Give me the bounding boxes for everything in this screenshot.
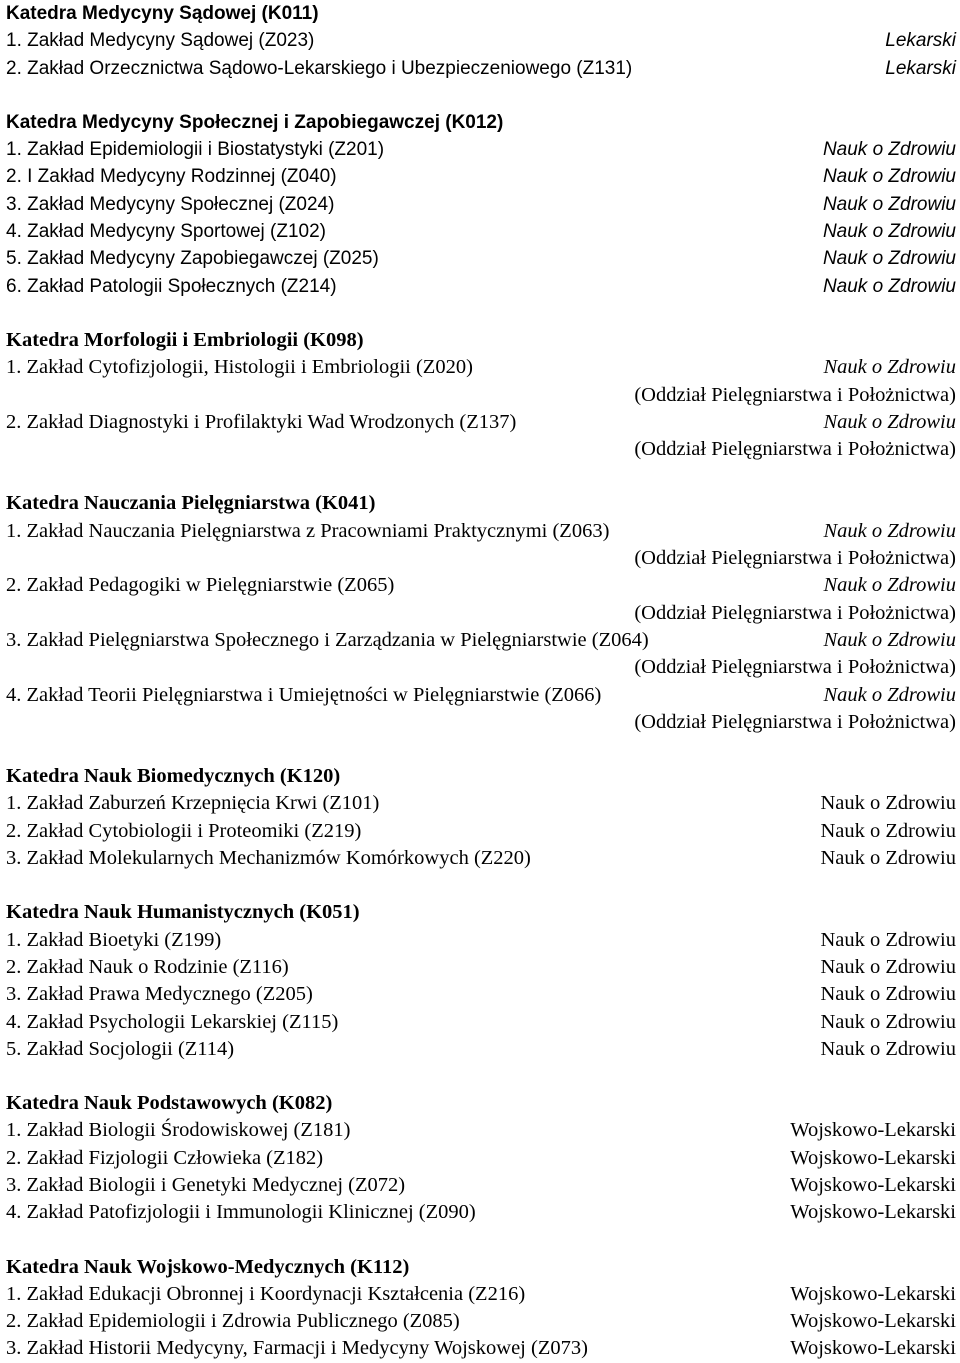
unit-row <box>0 1009 960 1036</box>
unit-name: 3. Zakład Prawa Medycznego (Z205) <box>6 983 313 1006</box>
unit-row <box>0 354 960 381</box>
unit-name: 3. Zakład Molekularnych Mechanizmów Komórkowych (Z220) <box>6 847 531 870</box>
faculty-name: Wojskowo-Lekarski <box>790 1146 956 1169</box>
faculty-name: Nauk o Zdrowiu <box>823 574 956 597</box>
unit-name: 3. Zakład Biologii i Genetyki Medycznej (Z072) <box>6 1173 406 1196</box>
faculty-name: Nauk o Zdrowiu <box>822 275 956 297</box>
department-title: Katedra Medycyny Sądowej (K011) <box>6 3 319 24</box>
department-section <box>0 490 960 736</box>
unit-name: 4. Zakład Psychologii Lekarskiej (Z115) <box>6 1010 339 1033</box>
faculty-name: Nauk o Zdrowiu <box>823 519 956 542</box>
unit-name: 2. Zakład Diagnostyki i Profilaktyki Wad Wrodzonych (Z137) <box>6 410 517 433</box>
department-section <box>0 763 960 872</box>
unit-row <box>0 1308 960 1335</box>
faculty-name: Nauk o Zdrowiu <box>822 193 956 215</box>
unit-name: 3. Zakład Medycyny Społecznej (Z024) <box>6 193 335 215</box>
unit-name: 4. Zakład Teorii Pielęgniarstwa i Umiejętności w Pielęgniarstwie (Z066) <box>6 683 602 706</box>
faculty-name: Nauk o Zdrowiu <box>822 221 956 243</box>
faculty-name: Nauk o Zdrowiu <box>820 955 956 978</box>
department-section <box>0 1254 960 1363</box>
unit-row <box>0 1145 960 1172</box>
department-title: Katedra Nauk Humanistycznych (K051) <box>6 901 360 924</box>
unit-row <box>0 790 960 817</box>
unit-name: 1. Zakład Zaburzeń Krzepnięcia Krwi (Z101) <box>6 792 380 815</box>
faculty-name: Wojskowo-Lekarski <box>790 1310 956 1333</box>
faculty-name: Nauk o Zdrowiu <box>820 1010 956 1033</box>
unit-row <box>0 273 960 300</box>
department-section <box>0 327 960 463</box>
unit-name: 4. Zakład Medycyny Sportowej (Z102) <box>6 221 326 243</box>
division-note: (Oddział Pielęgniarstwa i Położnictwa) <box>634 656 956 679</box>
unit-row <box>0 1117 960 1144</box>
division-note: (Oddział Pielęgniarstwa i Położnictwa) <box>634 710 956 733</box>
division-note: (Oddział Pielęgniarstwa i Położnictwa) <box>634 383 956 406</box>
unit-row <box>0 409 960 436</box>
faculty-name: Wojskowo-Lekarski <box>790 1201 956 1224</box>
department-section <box>0 109 960 300</box>
department-title: Katedra Medycyny Społecznej i Zapobiegawczej (K012) <box>6 111 504 133</box>
unit-row <box>0 218 960 245</box>
unit-name: 6. Zakład Patologii Społecznych (Z214) <box>6 275 337 297</box>
unit-row <box>0 682 960 709</box>
unit-name: 5. Zakład Socjologii (Z114) <box>6 1037 235 1060</box>
department-title: Katedra Nauk Wojskowo-Medycznych (K112) <box>6 1255 410 1278</box>
department-title: Katedra Nauczania Pielęgniarstwa (K041) <box>6 492 376 515</box>
unit-name: 2. Zakład Cytobiologii i Proteomiki (Z219) <box>6 819 362 842</box>
unit-row <box>0 927 960 954</box>
faculty-name: Nauk o Zdrowiu <box>823 683 956 706</box>
unit-row <box>0 845 960 872</box>
unit-name: 2. Zakład Fizjologii Człowieka (Z182) <box>6 1146 324 1169</box>
faculty-name: Nauk o Zdrowiu <box>820 928 956 951</box>
faculty-name: Nauk o Zdrowiu <box>822 166 956 188</box>
department-section <box>0 1090 960 1226</box>
faculty-name: Nauk o Zdrowiu <box>823 628 956 651</box>
faculty-name: Nauk o Zdrowiu <box>820 983 956 1006</box>
unit-row <box>0 954 960 981</box>
unit-row <box>0 572 960 599</box>
faculty-name: Nauk o Zdrowiu <box>820 1037 956 1060</box>
department-title: Katedra Nauk Podstawowych (K082) <box>6 1092 333 1115</box>
unit-name: 5. Zakład Medycyny Zapobiegawczej (Z025) <box>6 248 379 270</box>
faculty-name: Lekarski <box>885 57 956 79</box>
unit-row <box>0 818 960 845</box>
unit-name: 1. Zakład Epidemiologii i Biostatystyki (Z201) <box>6 139 385 161</box>
unit-row <box>0 163 960 190</box>
unit-name: 1. Zakład Cytofizjologii, Histologii i Embriologii (Z020) <box>6 356 473 379</box>
faculty-name: Nauk o Zdrowiu <box>820 819 956 842</box>
department-section <box>0 0 960 82</box>
unit-name: 4. Zakład Patofizjologii i Immunologii Klinicznej (Z090) <box>6 1201 476 1224</box>
faculty-name: Wojskowo-Lekarski <box>790 1173 956 1196</box>
faculty-name: Wojskowo-Lekarski <box>790 1119 956 1142</box>
unit-name: 1. Zakład Edukacji Obronnej i Koordynacji Kształcenia (Z216) <box>6 1282 526 1305</box>
faculty-name: Nauk o Zdrowiu <box>820 792 956 815</box>
faculty-name: Wojskowo-Lekarski <box>790 1282 956 1305</box>
faculty-name: Nauk o Zdrowiu <box>823 410 956 433</box>
unit-row <box>0 55 960 82</box>
division-note: (Oddział Pielęgniarstwa i Położnictwa) <box>634 601 956 624</box>
unit-row <box>0 27 960 54</box>
division-note: (Oddział Pielęgniarstwa i Położnictwa) <box>634 547 956 570</box>
unit-row <box>0 245 960 272</box>
department-title: Katedra Nauk Biomedycznych (K120) <box>6 765 341 788</box>
faculty-name: Nauk o Zdrowiu <box>823 356 956 379</box>
unit-row <box>0 981 960 1008</box>
faculty-name: Wojskowo-Lekarski <box>790 1337 956 1360</box>
unit-row <box>0 518 960 545</box>
unit-row <box>0 1281 960 1308</box>
unit-name: 2. Zakład Epidemiologii i Zdrowia Publicznego (Z085) <box>6 1310 460 1333</box>
unit-name: 2. Zakład Nauk o Rodzinie (Z116) <box>6 955 289 978</box>
unit-row <box>0 1036 960 1063</box>
unit-name: 1. Zakład Biologii Środowiskowej (Z181) <box>6 1119 351 1142</box>
unit-name: 2. Zakład Pedagogiki w Pielęgniarstwie (Z065) <box>6 574 395 597</box>
unit-name: 3. Zakład Pielęgniarstwa Społecznego i Zarządzania w Pielęgniarstwie (Z064) <box>6 628 649 651</box>
department-section <box>0 899 960 1063</box>
unit-name: 1. Zakład Nauczania Pielęgniarstwa z Pracowniami Praktycznymi (Z063) <box>6 519 610 542</box>
unit-row <box>0 1172 960 1199</box>
unit-row <box>0 1335 960 1362</box>
unit-name: 1. Zakład Bioetyki (Z199) <box>6 928 222 951</box>
unit-row <box>0 1199 960 1226</box>
unit-name: 3. Zakład Historii Medycyny, Farmacji i Medycyny Wojskowej (Z073) <box>6 1337 588 1360</box>
faculty-name: Nauk o Zdrowiu <box>822 139 956 161</box>
unit-row <box>0 191 960 218</box>
faculty-name: Nauk o Zdrowiu <box>820 847 956 870</box>
unit-name: 1. Zakład Medycyny Sądowej (Z023) <box>6 30 315 52</box>
unit-row <box>0 136 960 163</box>
faculty-name: Nauk o Zdrowiu <box>822 248 956 270</box>
department-title: Katedra Morfologii i Embriologii (K098) <box>6 328 364 351</box>
unit-name: 2. Zakład Orzecznictwa Sądowo-Lekarskiego i Ubezpieczeniowego (Z131) <box>6 57 633 79</box>
unit-name: 2. I Zakład Medycyny Rodzinnej (Z040) <box>6 166 337 188</box>
faculty-name: Lekarski <box>885 30 956 52</box>
division-note: (Oddział Pielęgniarstwa i Położnictwa) <box>634 438 956 461</box>
unit-row <box>0 627 960 654</box>
